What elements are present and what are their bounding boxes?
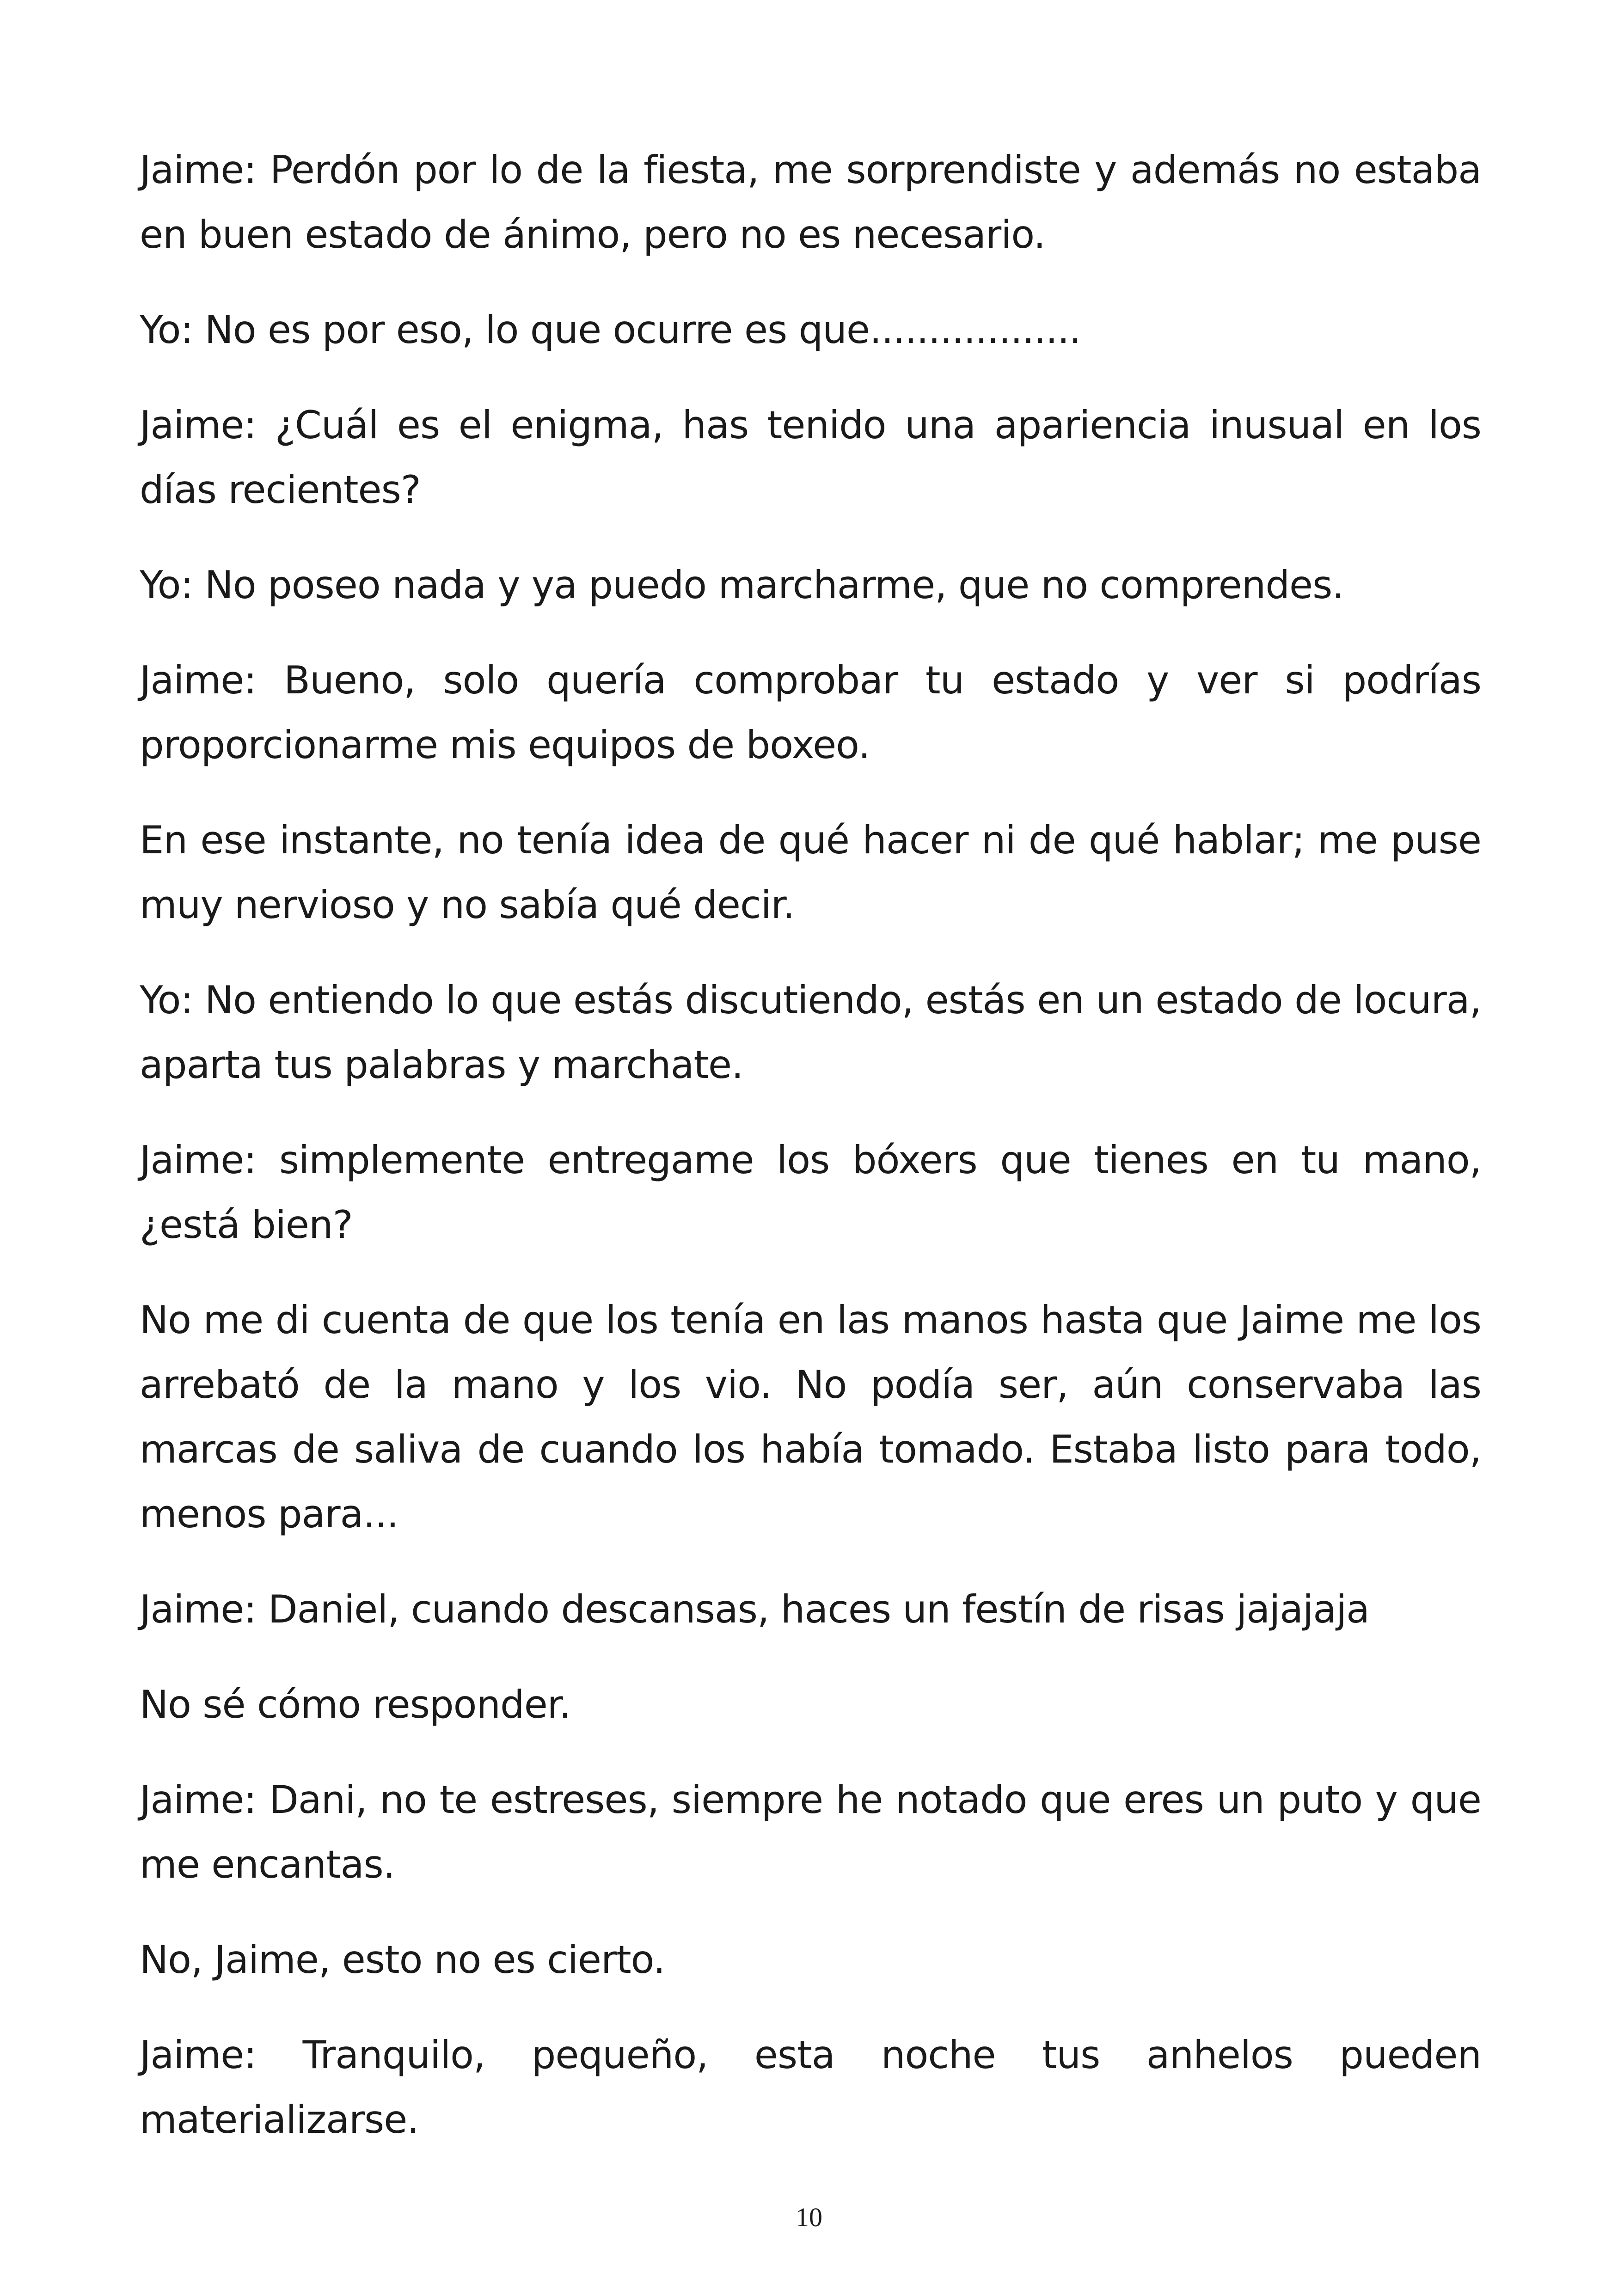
paragraph: Jaime: Perdón por lo de la fiesta, me sorprendiste y además no estaba en buen estado de ánimo, pero no es necesario. [140,147,1481,257]
paragraph: Jaime: Daniel, cuando descansas, haces un festín de risas jajajaja [140,1587,1369,1632]
paragraph: Jaime: Tranquilo, pequeño, esta noche tus anhelos pueden materializarse. [140,2033,1481,2142]
paragraph: Yo: No es por eso, lo que ocurre es que.................. [140,307,1081,352]
paragraph: Yo: No entiendo lo que estás discutiendo, estás en un estado de locura, aparta tus palabras y marchate. [140,978,1481,1087]
paragraph: Jaime: Bueno, solo quería comprobar tu estado y ver si podrías proporcionarme mis equipos de boxeo. [140,658,1481,767]
paragraph: No sé cómo responder. [140,1682,571,1727]
page-number: 10 [796,2202,822,2232]
paragraph: No me di cuenta de que los tenía en las manos hasta que Jaime me los arrebató de la mano y los vio. No podía ser, aún conservaba las marcas de saliva de cuando los había tomado. Estaba listo para todo, menos para... [140,1298,1481,1537]
paragraph: No, Jaime, esto no es cierto. [140,1937,665,1982]
paragraph: Jaime: Dani, no te estreses, siempre he notado que eres un puto y que me encantas. [140,1777,1481,1887]
page-body [140,138,1481,2183]
paragraph: En ese instante, no tenía idea de qué hacer ni de qué hablar; me puse muy nervioso y no sabía qué decir. [140,818,1481,927]
paragraph: Jaime: simplemente entregame los bóxers que tienes en tu mano, ¿está bien? [140,1138,1481,1247]
paragraph: Yo: No poseo nada y ya puedo marcharme, que no comprendes. [140,563,1344,607]
paragraph: Jaime: ¿Cuál es el enigma, has tenido una apariencia inusual en los días recientes? [140,403,1481,512]
